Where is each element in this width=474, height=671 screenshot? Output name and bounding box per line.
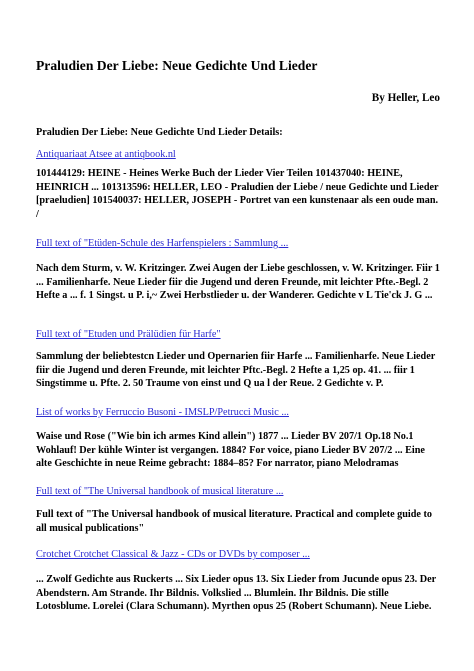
document-title: Praludien Der Liebe: Neue Gedichte Und Lieder	[36, 58, 318, 73]
result-snippet: Nach dem Sturm, v. W. Kritzinger. Zwei Augen der Liebe geschlossen, v. W. Kritzinger. Fiir 1 ... Familienharfe. Neue Lieder fiir die Jugend und deren Freunde, mit leichter Pfte.-Begl. 2 Hefte a ... f. 1 Singst. u P. i,~ Zwei Herbstlieder u. der Wanderer. Gedichte v L Tie'ck J. G ...	[36, 263, 440, 302]
result-snippet: Full text of "The Universal handbook of musical literature. Practical and complete guide to all musical publications"	[36, 509, 432, 534]
result-link[interactable]: Antiquariaat Atsee at antiqbook.nl	[36, 149, 176, 160]
result-snippet: 101444129: HEINE - Heines Werke Buch der Lieder Vier Teilen 101437040: HEINE, HEINRICH ... 101313596: HELLER, LEO - Praludien der Liebe / neue Gedichte und Lieder [praeludien] 101540037: HELLER, JOSEPH - Portret van een kunstenaar als een oude man. /	[36, 168, 439, 220]
result-link[interactable]: Full text of "Etuden und Prälüdien für Harfe"	[36, 329, 221, 340]
result-link[interactable]: Full text of "Etüden-Schule des Harfenspielers : Sammlung ...	[36, 238, 289, 249]
result-snippet: ... Zwolf Gedichte aus Ruckerts ... Six Lieder opus 13. Six Lieder from Jucunde opus 23. Der Abendstern. Am Strande. Ihr Bildnis. Volkslied ... Blumlein. Ihr Bildnis. Die stille Lotosblume. Lorelei (Clara Schumann). Myrthen opus 25 (Robert Schumann). Neue Liebe.	[36, 574, 436, 613]
result-snippet: Waise und Rose ("Wie bin ich armes Kind allein") 1877 ... Lieder BV 207/1 Op.18 No.1 Wohlauf! Der kühle Winter ist vergangen. 1884? For voice, piano Lieder BV 207/2 ... Eine alte Geschichte in neue Reime gebracht: 1884–85? For narrator, piano Melodramas	[36, 431, 425, 470]
details-heading: Praludien Der Liebe: Neue Gedichte Und Lieder Details:	[36, 127, 283, 138]
document-author: By Heller, Leo	[371, 92, 440, 104]
result-link[interactable]: Full text of "The Universal handbook of musical literature ...	[36, 486, 284, 497]
result-link[interactable]: Crotchet Crotchet Classical & Jazz - CDs or DVDs by composer ...	[36, 549, 310, 560]
result-snippet: Sammlung der beliebtestcn Lieder und Opernarien fiir Harfe ... Familienharfe. Neue Lieder fiir die Jugend und deren Freunde, mit leichter Pftc.-Begl. 2 Hefte a 1,25 op. 41. ... fiir 1 Singstimme u. Pfte. 2. 50 Traume von einst und Q ua l der Reue. 2 Gedichte v. P.	[36, 351, 436, 390]
result-link[interactable]: List of works by Ferruccio Busoni - IMSLP/Petrucci Music ...	[36, 407, 289, 418]
